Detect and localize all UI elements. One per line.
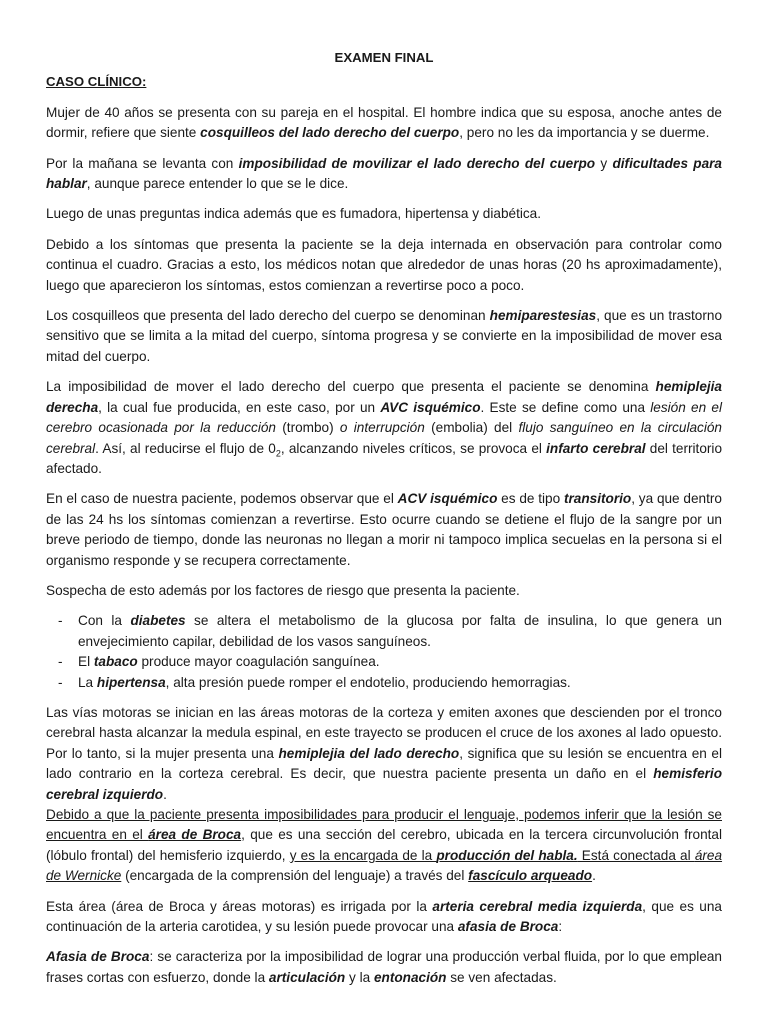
emphasis: hemiplejia del lado derecho (278, 745, 460, 761)
section-heading: CASO CLÍNICO: (46, 74, 147, 90)
text: , alcanzando niveles críticos, se provoca el (280, 440, 547, 456)
text: Los cosquilleos que presenta del lado derecho del cuerpo se denominan (46, 308, 490, 324)
emphasis: hipertensa (96, 674, 166, 690)
text: . (163, 786, 167, 802)
text: En el caso de nuestra paciente, podemos observar que el (46, 491, 398, 507)
list-item (46, 673, 722, 693)
emphasis: cosquilleos del lado derecho del cuerpo (200, 125, 460, 141)
paragraph-2 (46, 154, 722, 195)
emphasis: dificultades para hablar (46, 155, 722, 192)
emphasis: Afasia de Broca (46, 949, 150, 965)
emphasis: entonación (373, 969, 447, 985)
paragraph-1 (46, 103, 722, 144)
text: , que es una sección del cerebro, ubicada en la tercera circunvolución frontal (lóbulo frontal) del hemisferio izquierdo, (46, 827, 722, 863)
paragraph-9 (46, 703, 722, 805)
text: : se caracteriza por la imposibilidad de lograr una producción verbal fluida, por lo que emplean frases cortas con esfuerzo, donde la (46, 949, 722, 985)
text: El (78, 654, 94, 670)
emphasis: producción del habla. (436, 847, 578, 863)
text: , que es una continuación de la arteria carotidea, y su lesión puede provocar una (46, 898, 722, 935)
text: Mujer de 40 años se presenta con su pareja en el hospital. El hombre indica que su esposa, anoche antes de dormir, refiere que siente (46, 104, 722, 141)
text: (trombo) (275, 420, 340, 436)
emphasis: infarto cerebral (546, 440, 646, 456)
italic-text: área de Wernicke (46, 847, 723, 884)
bullet-dash: - (58, 654, 63, 670)
paragraph-6 (46, 377, 722, 479)
paragraph-8: Sospecha de esto además por los factores de riesgo que presenta la paciente. (46, 582, 520, 598)
text: . Así, al reducirse el flujo de 0 (95, 440, 276, 456)
emphasis: imposibilidad de movilizar el lado derecho del cuerpo (238, 155, 596, 171)
risk-factor-list (46, 611, 722, 693)
emphasis: tabaco (93, 654, 138, 670)
emphasis: transitorio (563, 491, 632, 507)
text: y (595, 155, 613, 171)
paragraph-10 (46, 805, 722, 887)
list-item (46, 611, 722, 652)
paragraph-11 (46, 897, 722, 938)
text: produce mayor coagulación sanguínea. (137, 654, 380, 670)
emphasis: hemisferio cerebral izquierdo (46, 766, 722, 802)
underlined-text: Debido a que la paciente presenta imposibilidades para producir el lenguaje, podemos inferir que la lesión se encuentra en el (46, 807, 722, 843)
italic-text: o interrupción (339, 420, 425, 436)
emphasis: fascículo arqueado (468, 868, 593, 884)
text: , ya que dentro de las 24 hs los síntomas comienzan a revertirse. Esto ocurre cuando se detiene el flujo de la sangre por un breve periodo de tiempo, donde las neuronas no llegan a morir ni tampoco implica secuelas en la persona si el organismo responde y se recupera correctamente. (46, 491, 722, 568)
italic-text: flujo sanguíneo en la circulación cerebral (46, 420, 722, 456)
underlined-text: Está conectada al (577, 847, 695, 863)
text: y la (345, 969, 374, 985)
emphasis: área de Broca (148, 827, 242, 843)
emphasis: AVC isquémico (380, 399, 481, 415)
text: , aunque parece entender lo que se le dice. (86, 176, 349, 192)
italic-text: lesión en el cerebro ocasionada por la reducción (46, 399, 722, 436)
text: Con la (78, 613, 131, 629)
text: La imposibilidad de mover el lado derecho del cuerpo que presenta el paciente se denomina (46, 379, 656, 395)
text: (embolia) del (424, 420, 519, 436)
text: se ven afectadas. (446, 969, 557, 985)
text: , significa que su lesión se encuentra en el lado contrario en la corteza cerebral. Es decir, que nuestra paciente presenta un daño en el (46, 745, 722, 782)
list-item (46, 652, 722, 672)
paragraph-7 (46, 489, 722, 571)
emphasis: arteria cerebral media izquierda (432, 898, 643, 914)
bullet-dash: - (58, 674, 63, 690)
paragraph-5 (46, 306, 722, 367)
text: . (592, 868, 596, 884)
document-title: EXAMEN FINAL (334, 50, 434, 65)
text: se altera el metabolismo de la glucosa por falta de insulina, lo que genera un envejecimiento capilar, debilidad de los vasos sanguíneos. (78, 613, 722, 649)
text: , alta presión puede romper el endotelio, produciendo hemorragias. (165, 674, 571, 690)
text: Las vías motoras se inician en las áreas motoras de la corteza y emiten axones que descienden por el tronco cerebral hasta alcanzar la medula espinal, en este trayecto se producen el cruce de los axones al lado opuesto. Por lo tanto, si la mujer presenta una (46, 704, 722, 761)
subscript: 2 (275, 448, 281, 459)
emphasis: hemiplejia derecha (46, 379, 722, 415)
underlined-text: y es la encargada de la (289, 847, 437, 863)
emphasis: hemiparestesias (489, 308, 597, 324)
paragraph-12 (46, 947, 722, 988)
text: Por la mañana se levanta con (46, 155, 239, 171)
paragraph-4: Debido a los síntomas que presenta la paciente se la deja internada en observación para controlar como continua el cuadro. Gracias a esto, los médicos notan que alrededor de unas horas (20 hs aproximadamente), luego que aparecieron los síntomas, estos comienzan a revertirse poco a poco. (46, 236, 722, 293)
text: La (78, 674, 97, 690)
text: (encargada de la comprensión del lenguaje) a través del (121, 868, 469, 884)
emphasis: ACV isquémico (397, 491, 498, 507)
text: . Este se define como una (480, 399, 651, 415)
text: es de tipo (497, 491, 564, 507)
bullet-dash: - (58, 613, 63, 629)
text: Esta área (área de Broca y áreas motoras) es irrigada por la (46, 898, 433, 914)
emphasis: articulación (268, 969, 346, 985)
text: , que es un trastorno sensitivo que se limita a la mitad del cuerpo, síntoma progresa y se convierte en la imposibilidad de mover esa mitad del cuerpo. (46, 308, 723, 364)
text: , pero no les da importancia y se duerme. (459, 125, 710, 141)
text: : (558, 919, 563, 935)
text: del territorio afectado. (46, 440, 722, 476)
emphasis: diabetes (130, 613, 186, 629)
emphasis: afasia de Broca (457, 919, 559, 935)
paragraph-3: Luego de unas preguntas indica además que es fumadora, hipertensa y diabética. (46, 206, 541, 222)
text: , la cual fue producida, en este caso, por un (98, 399, 381, 415)
